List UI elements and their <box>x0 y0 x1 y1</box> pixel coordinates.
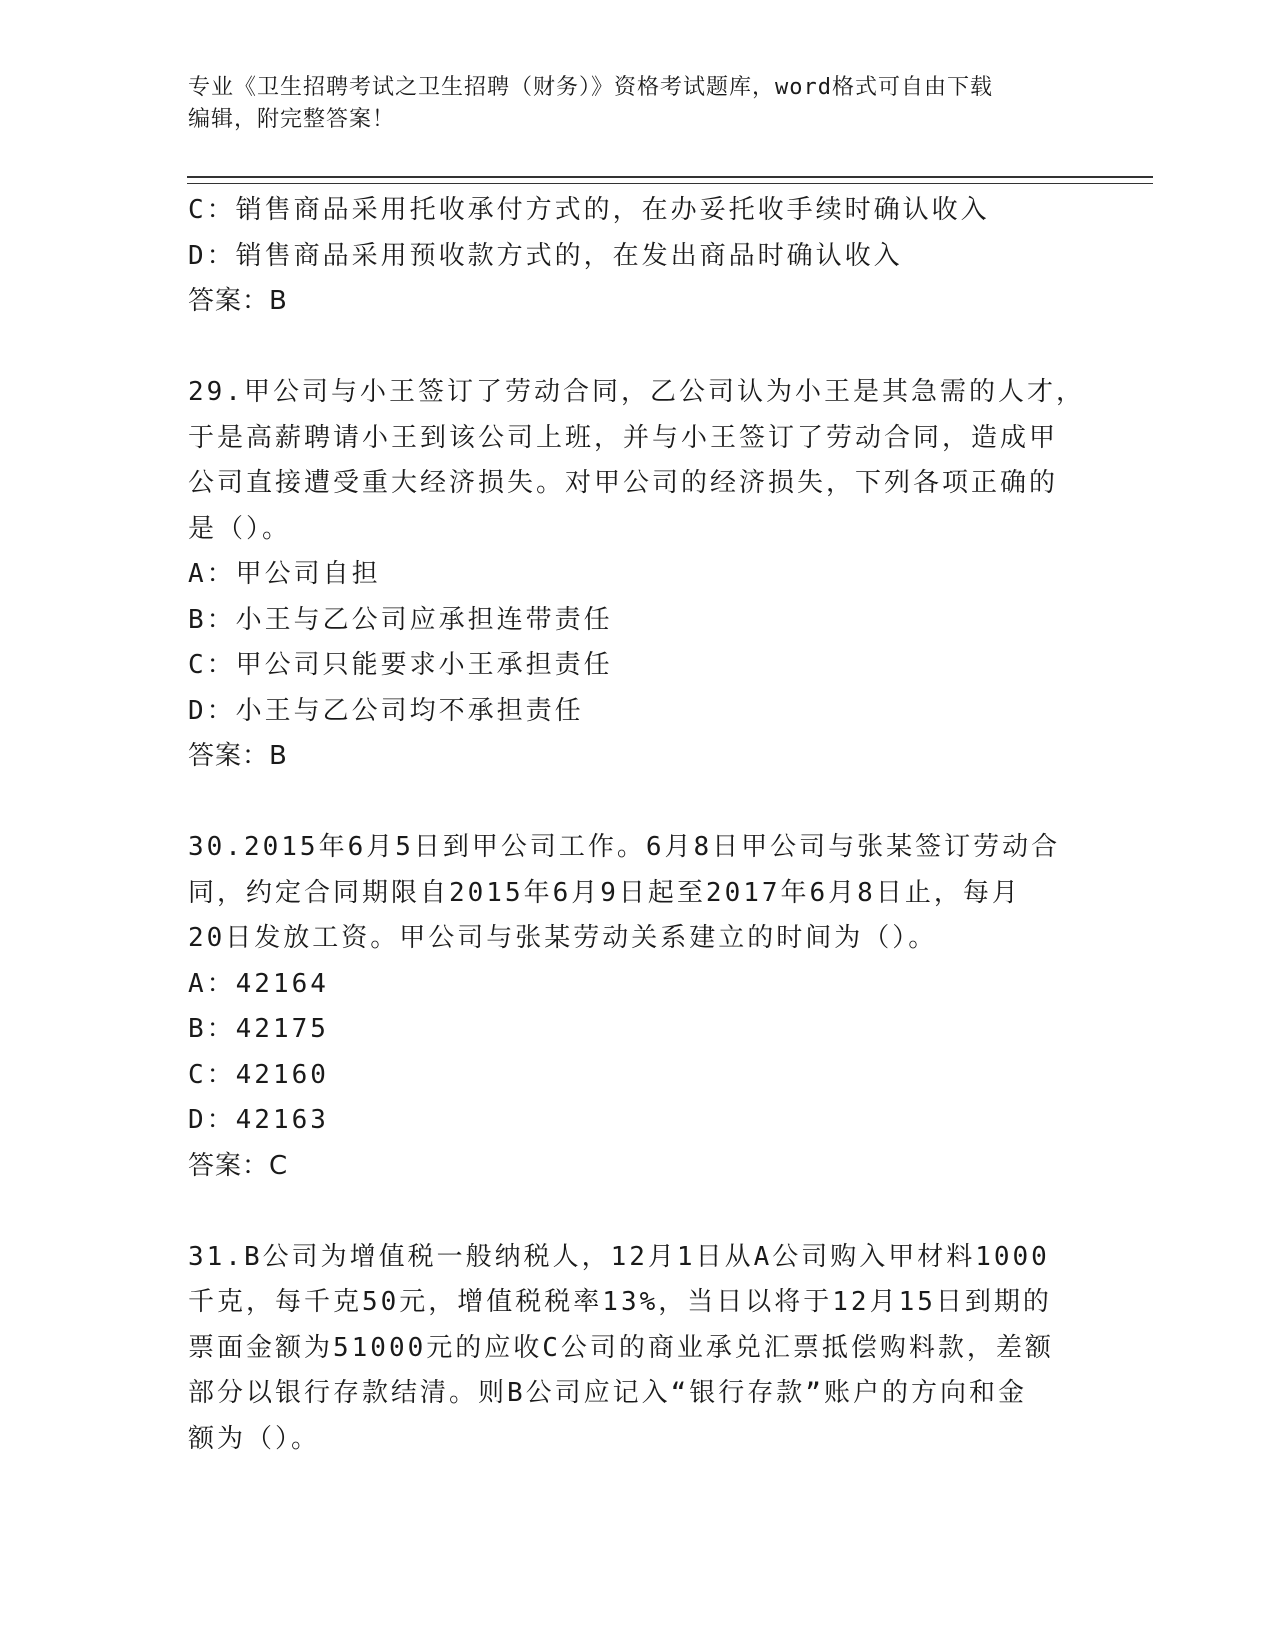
question-content <box>188 188 1088 1462</box>
q29-option-a: A：甲公司自担 <box>188 559 381 589</box>
q30-option-c: C：42160 <box>188 1059 329 1090</box>
q30-stem-line: 30.2015年6月5日到甲公司工作。6月8日甲公司与张某签订劳动合 <box>188 832 1061 862</box>
header-line-1: 专业《卫生招聘考试之卫生招聘（财务）》资格考试题库，word格式可自由下载 <box>188 75 993 100</box>
q31-stem-line: 千克，每千克50元，增值税税率13%，当日以将于12月15日到期的 <box>188 1287 1052 1317</box>
q29-stem-line: 于是高薪聘请小王到该公司上班，并与小王签订了劳动合同，造成甲 <box>188 422 1059 453</box>
header-rule-thin <box>187 183 1153 184</box>
spacer <box>188 325 1088 371</box>
document-header <box>188 72 1088 136</box>
prev-option-c: C：销售商品采用托收承付方式的，在办妥托收手续时确认收入 <box>188 195 990 225</box>
q29-stem-line: 29.甲公司与小王签订了劳动合同，乙公司认为小王是其急需的人才， <box>188 377 1085 407</box>
header-line-2: 编辑，附完整答案！ <box>188 107 396 132</box>
header-rule-thick <box>187 176 1153 178</box>
spacer <box>188 780 1088 826</box>
q31-stem-line: 31.B公司为增值税一般纳税人，12月1日从A公司购入甲材料1000 <box>188 1241 1050 1272</box>
question-29 <box>188 370 1088 780</box>
q29-option-c: C：甲公司只能要求小王承担责任 <box>188 650 613 680</box>
q29-stem-line: 是（）。 <box>188 513 292 544</box>
q30-stem-line: 20日发放工资。甲公司与张某劳动关系建立的时间为（）。 <box>188 923 938 953</box>
q29-answer: 答案：B <box>188 741 288 771</box>
q30-stem-line: 同，约定合同期限自2015年6月9日起至2017年6月8日止，每月 <box>188 877 1021 908</box>
spacer <box>188 1189 1088 1235</box>
q31-stem-line: 票面金额为51000元的应收C公司的商业承兑汇票抵偿购料款，差额 <box>188 1332 1054 1363</box>
q29-option-d: D：小王与乙公司均不承担责任 <box>188 695 584 726</box>
prev-option-d: D：销售商品采用预收款方式的，在发出商品时确认收入 <box>188 240 903 271</box>
question-30 <box>188 825 1088 1189</box>
q31-stem-line: 额为（）。 <box>188 1423 321 1454</box>
q30-option-b: B：42175 <box>188 1014 329 1044</box>
question-31 <box>188 1235 1088 1463</box>
q31-stem-line: 部分以银行存款结清。则B公司应记入“银行存款”账户的方向和金 <box>188 1378 1027 1408</box>
q30-option-d: D：42163 <box>188 1105 329 1135</box>
prev-answer: 答案：B <box>188 286 288 316</box>
q30-answer: 答案：C <box>188 1150 289 1181</box>
q29-stem-line: 公司直接遭受重大经济损失。对甲公司的经济损失，下列各项正确的 <box>188 468 1059 498</box>
q30-option-a: A：42164 <box>188 968 329 999</box>
q29-option-b: B：小王与乙公司应承担连带责任 <box>188 604 613 635</box>
